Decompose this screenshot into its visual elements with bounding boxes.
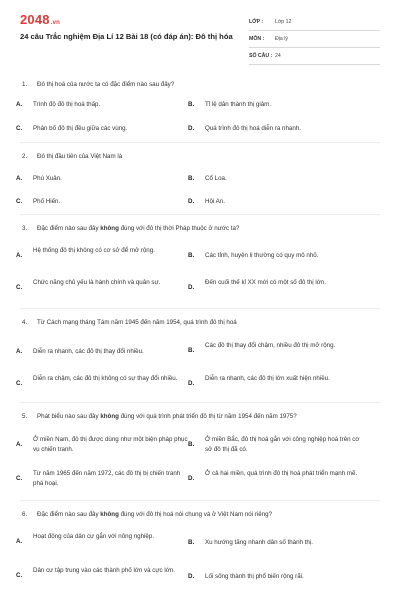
option-letter: A.	[16, 348, 23, 355]
option-letter: B.	[188, 539, 195, 546]
meta-value: 24	[275, 53, 281, 59]
option-letter: B.	[188, 101, 195, 108]
question-number: 3.	[22, 225, 28, 232]
meta-value: Lớp 12	[275, 19, 292, 25]
question-number: 1.	[22, 81, 28, 88]
option-letter: A.	[16, 175, 23, 182]
document-title: 24 câu Trắc nghiệm Địa Lí 12 Bài 18 (có đáp án): Đô thị hóa	[20, 32, 233, 41]
option-text: Ở cả hai miền, quá trình đô thị hoá phát triển mạnh mẽ.	[205, 470, 358, 477]
logo-suffix: .vn	[50, 20, 61, 26]
option-letter: C.	[16, 380, 23, 387]
option-text: Các đô thị thay đổi chậm, nhiều đô thị mở rộng.	[205, 342, 336, 349]
question-text-bold: không	[100, 225, 119, 232]
question-number: 6.	[22, 511, 28, 518]
divider	[20, 308, 380, 309]
option-text: Trình độ đô thị hoá thấp.	[33, 101, 101, 108]
question-text-part: Đô thị đầu tiên của Việt Nam là	[37, 153, 123, 160]
option-text: Các tỉnh, huyện lị thường có quy mô nhỏ.	[205, 252, 319, 259]
site-logo[interactable]	[20, 12, 60, 27]
divider	[20, 142, 380, 143]
option-text: Lối sống thành thị phổ biến rộng rãi.	[205, 573, 304, 580]
option-text: Chức năng chủ yếu là hành chính và quân sự.	[33, 279, 161, 286]
meta-row-class	[249, 14, 380, 31]
worksheet-header	[20, 12, 380, 68]
option-text: Diễn ra nhanh, các đô thị thay đổi nhiều.	[33, 348, 144, 355]
logo-text: 2048	[20, 12, 50, 27]
option-text: Cổ Loa.	[205, 175, 227, 182]
option-letter: B.	[188, 441, 195, 448]
meta-value: Địa lý	[275, 36, 288, 42]
question-text	[37, 510, 377, 519]
meta-label: LỚP :	[249, 19, 264, 25]
question-number: 2.	[22, 153, 28, 160]
option-letter: C.	[16, 284, 23, 291]
question-text-part: Đặc điểm nào sau đây	[37, 225, 101, 232]
option-text: Hệ thống đô thị không có cơ sở để mở rộng.	[33, 247, 155, 254]
option-text: Diễn ra chậm, các đô thị không có sự thay đổi nhiều.	[33, 375, 178, 382]
meta-row-subject	[249, 31, 380, 48]
option-letter: B.	[188, 252, 195, 259]
option-text: Hoạt động của dân cư gắn với nông nghiệp.	[33, 533, 155, 540]
divider	[20, 214, 380, 215]
divider	[20, 402, 380, 403]
question-text-part: đúng với đô thị hoá nói chung và ở Việt Nam nói riêng?	[118, 511, 273, 518]
option-text: Dân cư tập trung vào các thành phố lớn và cực lớn.	[33, 567, 175, 574]
question-number: 5.	[22, 413, 28, 420]
question-text-part: đúng với đô thị thời Pháp thuộc ở nước ta?	[118, 225, 240, 232]
question-number: 4.	[22, 319, 28, 326]
question-text	[37, 80, 377, 89]
option-letter: B.	[188, 347, 195, 354]
question-text	[37, 412, 377, 421]
option-letter: D.	[188, 125, 195, 132]
option-letter: A.	[16, 538, 23, 545]
option-text: Xu hướng tăng nhanh dân số thành thị.	[205, 539, 313, 546]
option-text: Đến cuối thế kỉ XX mới có một số đô thị lớn.	[205, 279, 326, 286]
option-letter: B.	[188, 175, 195, 182]
option-text: Diễn ra nhanh, các đô thị lớn xuất hiện nhiều.	[205, 375, 330, 382]
meta-info	[249, 14, 380, 65]
option-letter: C.	[16, 198, 23, 205]
question-text-part: Đô thị hoá của nước ta có đặc điểm nào sau đây?	[37, 81, 175, 88]
option-letter: A.	[16, 441, 23, 448]
question-text	[37, 318, 377, 327]
divider	[20, 500, 380, 501]
question-text-bold: không	[100, 511, 119, 518]
option-letter: D.	[188, 475, 195, 482]
option-letter: D.	[188, 573, 195, 580]
question-text	[37, 152, 377, 161]
question-text-part: đúng với quá trình phát triển đô thị từ năm 1954 đến năm 1975?	[118, 413, 297, 420]
option-text: Phố Hiến.	[33, 198, 61, 205]
option-letter: D.	[188, 284, 195, 291]
question-text-part: Từ Cách mạng tháng Tám năm 1945 đến năm 1954, quá trình đô thị hoá	[37, 319, 237, 326]
meta-row-count	[249, 48, 380, 65]
option-text: Quá trình đô thị hoá diễn ra nhanh.	[205, 125, 301, 132]
option-text: Ở miền Bắc, đô thị hoá gắn với công nghiệp hoá trên cơ sở đô thị đã có.	[205, 436, 360, 453]
option-text: Phú Xuân.	[33, 175, 62, 182]
option-text: Tỉ lệ dân thành thị giảm.	[205, 101, 272, 108]
option-text: Phân bố đô thị đều giữa các vùng.	[33, 125, 128, 132]
question-text-part: Phát biểu nào sau đây	[37, 413, 101, 420]
option-letter: A.	[16, 101, 23, 108]
option-letter: D.	[188, 380, 195, 387]
option-letter: D.	[188, 198, 195, 205]
option-letter: A.	[16, 252, 23, 259]
question-text	[37, 224, 377, 233]
option-text: Từ năm 1965 đến năm 1972, các đô thị bị chiến tranh phá hoại.	[33, 470, 181, 487]
option-text: Hội An.	[205, 198, 225, 205]
option-letter: C.	[16, 125, 23, 132]
option-text: Ở miền Nam, đô thị được dùng như một biện pháp phục vụ chiến tranh.	[33, 436, 188, 453]
option-letter: C.	[16, 475, 23, 482]
option-letter: C.	[16, 572, 23, 579]
meta-label: MÔN :	[249, 36, 265, 42]
question-text-bold: không	[100, 413, 119, 420]
meta-label: SỐ CÂU :	[249, 53, 273, 59]
question-text-part: Đặc điểm nào sau đây	[37, 511, 101, 518]
